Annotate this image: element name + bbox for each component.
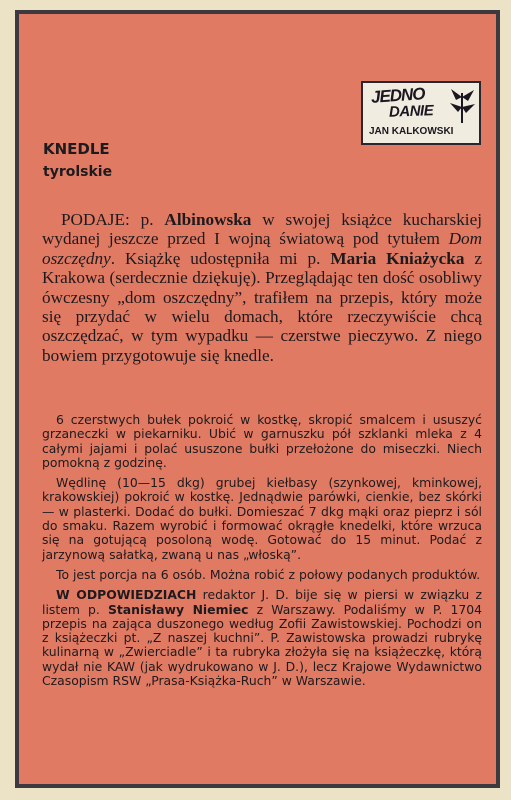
- article-title: KNEDLE: [43, 140, 110, 158]
- recipe-step-1: 6 czerstwych bułek pokroić w kostkę, skropić smalcem i ususzyć grzaneczki w piekarniku. Ubić w garnuszku pół szklanki mleka z 4 całymi jajami i polać ususzone bułki przełożone do miseczki. Niech pomokną z godzinę.: [42, 412, 482, 470]
- recipe-step-2: Wędlinę (10—15 dkg) grubej kiełbasy (szynkowej, kminkowej, krakowskiej) pokroić w kostkę. Jednądwie parówki, cienkie, bez skórki — w plasterki. Dodać do bułki. Domieszać 7 dkg mąki oraz pieprz i sól do smaku. Razem wyrobić i formować okrągłe knedelki, które wrzuca się na gotującą posoloną wodę. Gotować do 15 minut. Podać z jarzynową sałatką, zwaną u nas „włoską”.: [42, 475, 482, 562]
- person-name-kniazycka: Maria Kniażycka: [330, 248, 465, 268]
- newspaper-clipping: [15, 10, 500, 788]
- logo-author: JAN KALKOWSKI: [369, 126, 454, 137]
- logo-word-danie: DANIE: [388, 102, 434, 121]
- leaf-sprig-icon: [447, 87, 477, 125]
- recipe-portion-note: To jest porcja na 6 osób. Można robić z połowy podanych produktów.: [56, 566, 481, 582]
- person-name-niemiec: Stanisławy Niemiec: [107, 601, 249, 617]
- article-subtitle: tyrolskie: [43, 164, 113, 180]
- column-logo-badge: [361, 81, 481, 145]
- lead-paragraph: PODAJE: p. Albinowska w swojej książce kucharskiej wydanej jeszcze przed I wojną światową pod tytułem Dom oszczędny. Książkę udostępniła mi p. Maria Kniażycka z Krakowa (serdecznie dziękuję). Przeglądając ten dość osobliwy ówczesny „dom oszczędny”, trafiłem na przepis, który może się przydać w wielu domach, które rzeczywiście chcą oszczędzać, w tym wypadku — czerstwe pieczywo. Z niego bowiem przygotowuje się knedle.: [42, 210, 482, 365]
- logo-word-jedno: JEDNO: [370, 84, 426, 107]
- author-name-albinowska: Albinowska: [164, 210, 252, 229]
- book-title: Dom oszczędny: [42, 229, 482, 268]
- recipe-body: [42, 413, 482, 694]
- answers-paragraph: W ODPOWIEDZIACH redaktor J. D. bije się w piersi w związku z listem p. Stanisławy Niemiec z Warszawy. Podaliśmy w P. 1704 przepis na zająca duszonego według Zofii Zawistowskiej. Pochodzi on z książeczki pt. „Z naszej kuchni”. P. Zawistowska prowadzi rubrykę kulinarną w „Zwierciadle” i ta rubryka złożyła się na książeczkę, którą wydał nie KAW (jak wydrukowano w J. D.), lecz Krajowe Wydawnictwo Czasopism RSW „Prasa-Książka-Ruch” w Warszawie.: [42, 587, 483, 689]
